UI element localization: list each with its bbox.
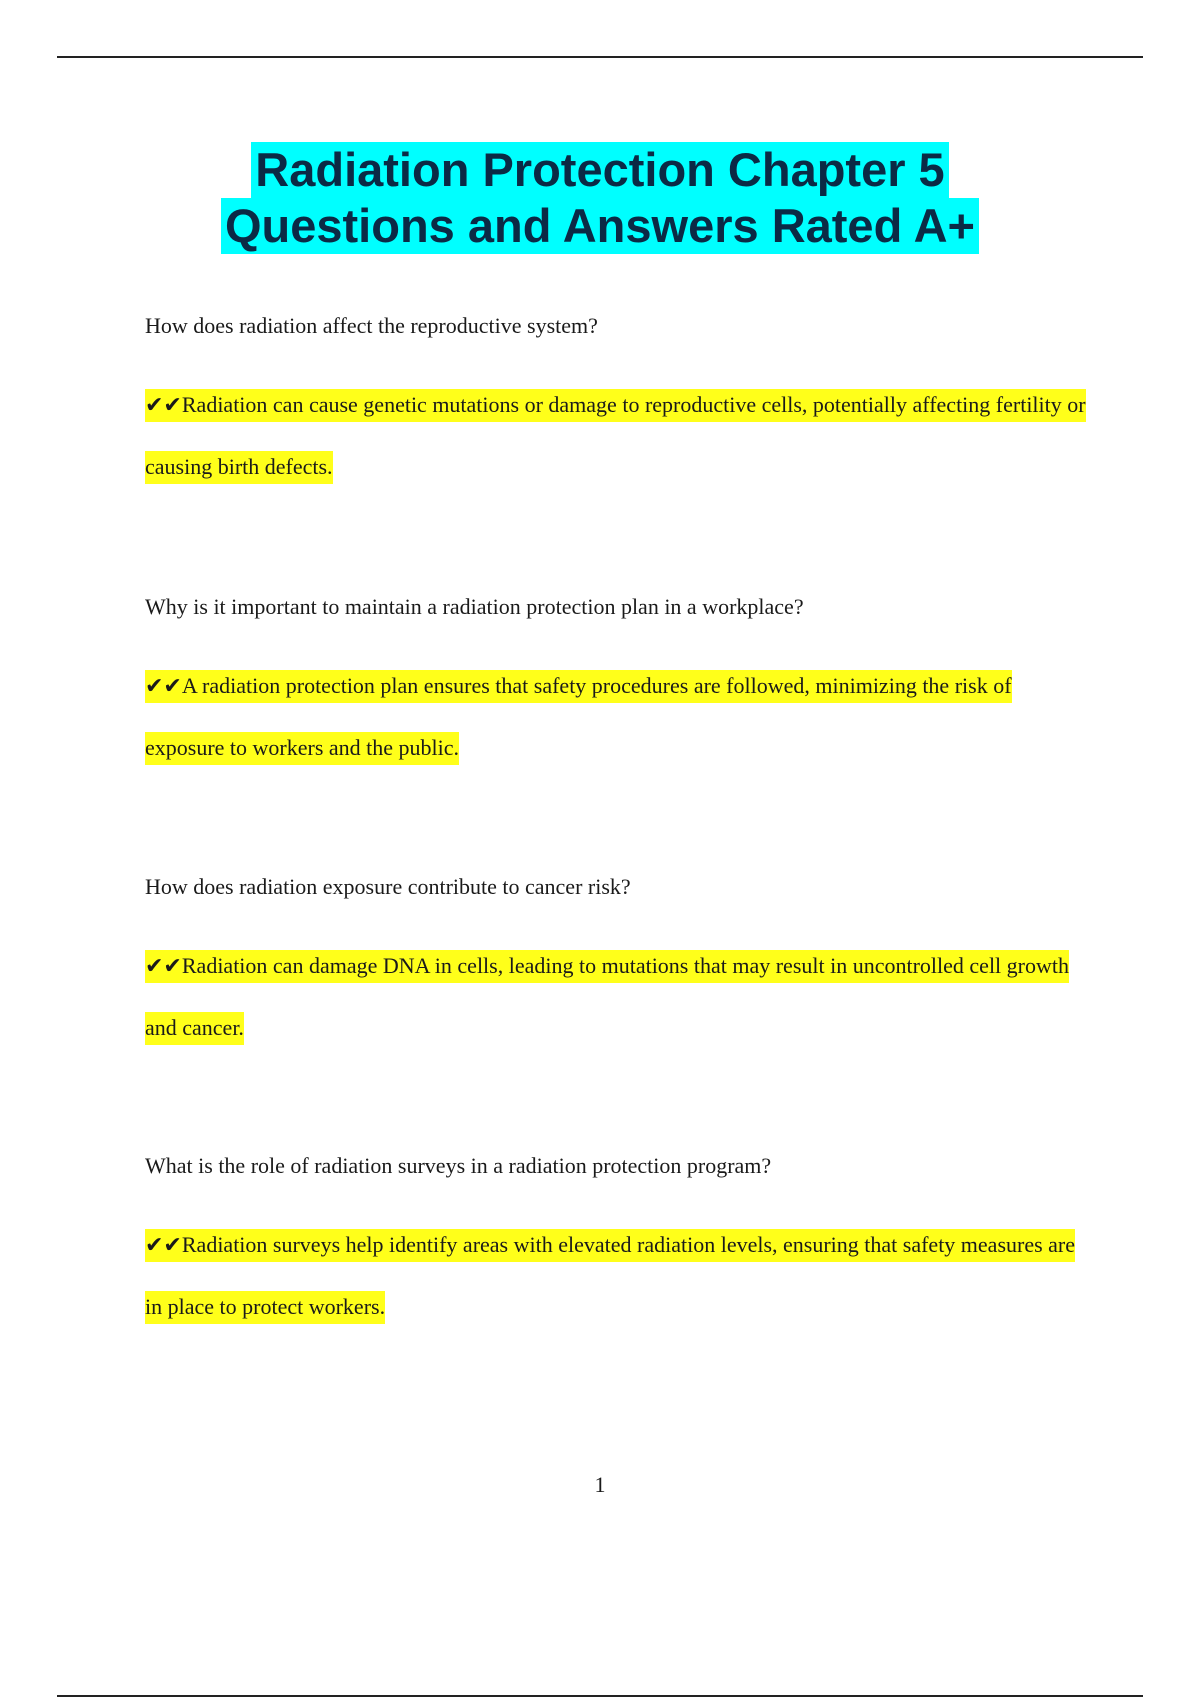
document-title bbox=[0, 142, 1200, 254]
answer-text: Radiation can damage DNA in cells, leading to mutations that may result in uncontrolled cell growth and cancer. bbox=[145, 953, 1069, 1040]
bottom-rule bbox=[57, 1695, 1143, 1697]
answer-text: Radiation surveys help identify areas with elevated radiation levels, ensuring that safety measures are in place to protect workers. bbox=[145, 1232, 1076, 1319]
qa-item bbox=[145, 873, 1095, 1058]
title-line-1: Radiation Protection Chapter 5 bbox=[251, 142, 948, 198]
qa-item bbox=[145, 312, 1095, 497]
double-check-icon: ✔✔ bbox=[145, 954, 182, 979]
page-number: 1 bbox=[594, 1472, 606, 1497]
qa-item bbox=[145, 1152, 1095, 1337]
answer-highlight bbox=[145, 1229, 1075, 1324]
answer-block bbox=[145, 1214, 1095, 1337]
answer-block bbox=[145, 374, 1095, 497]
title-line-2: Questions and Answers Rated A+ bbox=[221, 198, 979, 254]
double-check-icon: ✔✔ bbox=[145, 674, 182, 699]
answer-text: Radiation can cause genetic mutations or damage to reproductive cells, potentially affecting fertility or causing birth defects. bbox=[145, 392, 1086, 479]
question-text: Why is it important to maintain a radiation protection plan in a workplace? bbox=[145, 594, 804, 619]
qa-item bbox=[145, 593, 1095, 778]
question-text: What is the role of radiation surveys in a radiation protection program? bbox=[145, 1153, 772, 1178]
question-text: How does radiation exposure contribute to cancer risk? bbox=[145, 874, 631, 899]
answer-highlight bbox=[145, 670, 1012, 765]
answer-block bbox=[145, 935, 1095, 1058]
question-text: How does radiation affect the reproductive system? bbox=[145, 313, 598, 338]
top-rule bbox=[57, 56, 1143, 58]
answer-block bbox=[145, 655, 1095, 778]
answer-text: A radiation protection plan ensures that safety procedures are followed, minimizing the risk of exposure to workers and the public. bbox=[145, 673, 1012, 760]
answer-highlight bbox=[145, 950, 1069, 1045]
double-check-icon: ✔✔ bbox=[145, 393, 182, 418]
answer-highlight bbox=[145, 389, 1086, 484]
double-check-icon: ✔✔ bbox=[145, 1233, 182, 1258]
